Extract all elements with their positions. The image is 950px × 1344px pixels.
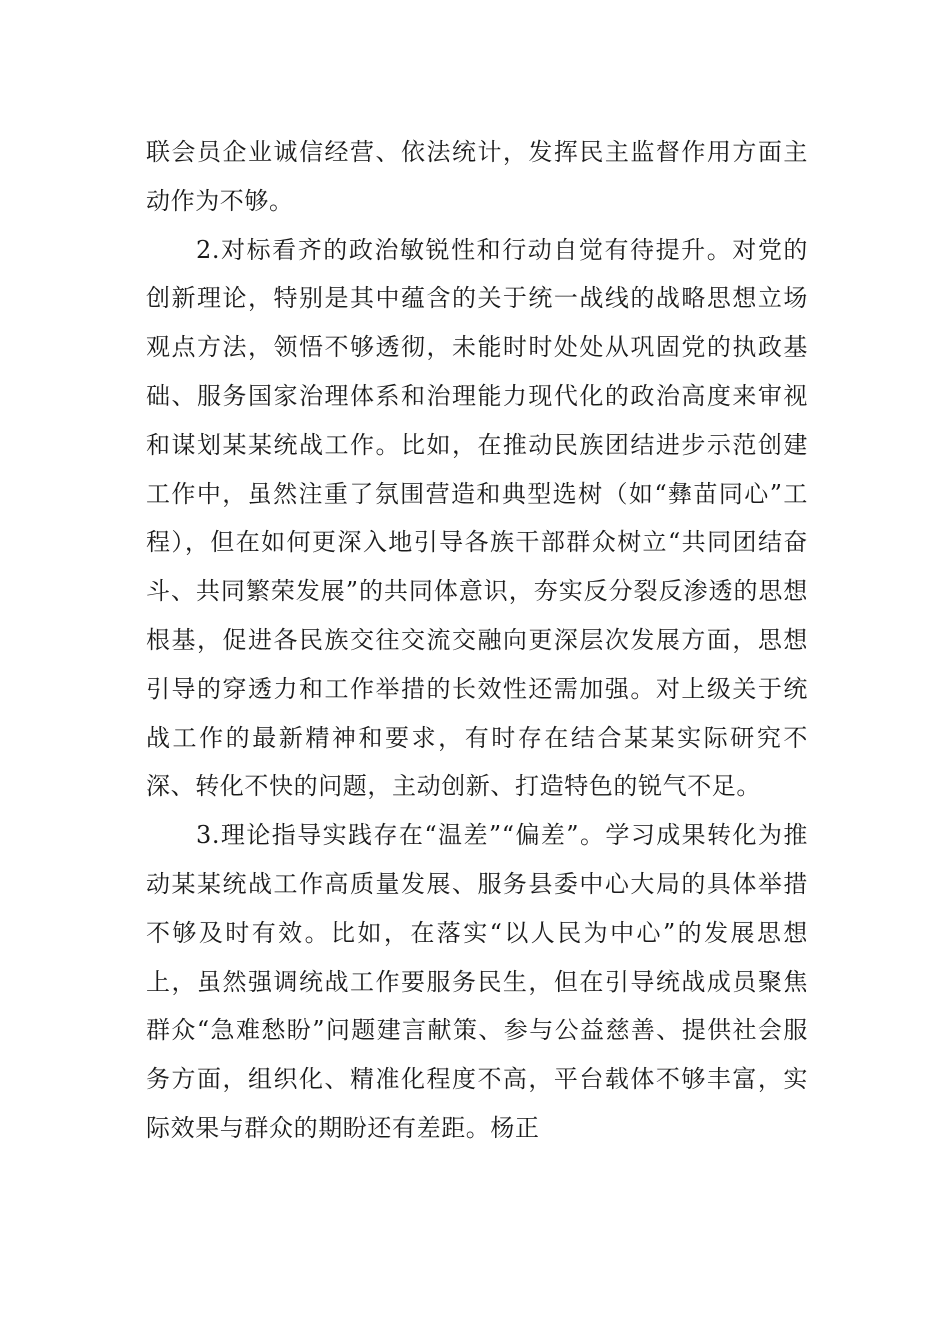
paragraph-1: 联会员企业诚信经营、依法统计，发挥民主监督作用方面主动作为不够。 — [146, 138, 808, 215]
paragraph-2: 2.对标看齐的政治敏锐性和行动自觉有待提升。对党的创新理论，特别是其中蕴含的关于统一战线的战略思想立场观点方法，领悟不够透彻，未能时时处处从巩固党的执政基础、服务国家治理体系和治理能力现代化的政治高度来审视和谋划某某统战工作。比如，在推动民族团结进步示范创建工作中，虽然注重了氛围营造和典型选树（如“彝苗同心”工程），但在如何更深入地引导各族干部群众树立“共同团结奋斗、共同繁荣发展”的共同体意识，夯实反分裂反渗透的思想根基，促进各民族交往交流交融向更深层次发展方面，思想引导的穿透力和工作举措的长效性还需加强。对上级关于统战工作的最新精神和要求，有时存在结合某某实际研究不深、转化不快的问题，主动创新、打造特色的锐气不足。 — [146, 235, 808, 801]
paragraph-3: 3.理论指导实践存在“温差”“偏差”。学习成果转化为推动某某统战工作高质量发展、服务县委中心大局的具体举措不够及时有效。比如，在落实“以人民为中心”的发展思想上，虽然强调统战工作要服务民生，但在引导统战成员聚焦群众“急难愁盼”问题建言献策、参与公益慈善、提供社会服务方面，组织化、精准化程度不高，平台载体不够丰富，实际效果与群众的期盼还有差距。杨正 — [146, 821, 808, 1142]
document-body — [146, 128, 808, 1153]
